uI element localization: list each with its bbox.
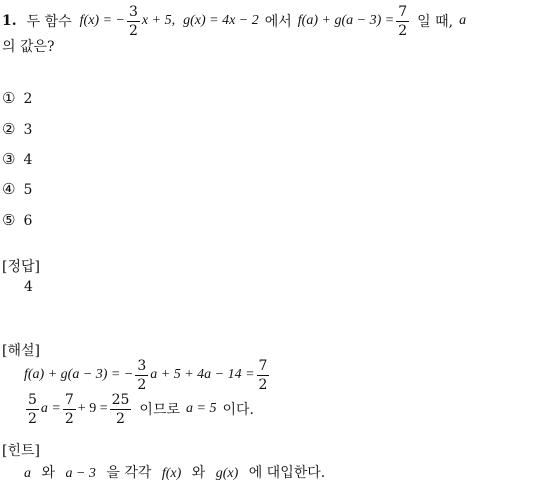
fraction-denominator: 2 [258, 376, 268, 393]
solution-line2-plus: + 9 = [77, 401, 108, 416]
fraction-denominator: 2 [28, 410, 37, 427]
fraction-denominator: 2 [64, 410, 74, 427]
solution-line2-end: 이다. [222, 402, 254, 418]
question-line-1 [2, 3, 467, 39]
solution-line1-mid: a + 5 + 4a − 14 = [150, 367, 255, 382]
question-variable: a [459, 13, 467, 28]
solution-label: [해설] [2, 343, 40, 359]
choice-value: 2 [23, 91, 33, 107]
question-line-2: 의 값은? [2, 39, 55, 55]
answer-value: 4 [24, 279, 33, 295]
solution-line2-result: a = 5 [186, 401, 217, 416]
hint-a-minus-3: a − 3 [65, 466, 96, 481]
hint-gx: g(x) [215, 466, 239, 481]
g-definition: g(x) = 4x − 2 [183, 13, 259, 28]
solution-line-1 [24, 357, 271, 393]
question-suffix: 일 때, [417, 14, 454, 30]
solution-line2-text: 이므로 [139, 402, 180, 418]
hint-fx: f(x) [161, 466, 182, 481]
condition-fraction [396, 5, 409, 38]
choice-value: 4 [23, 152, 33, 168]
choice-3[interactable] [2, 150, 32, 168]
choice-marker: ④ [2, 180, 16, 198]
solution-line-2 [24, 391, 254, 427]
choice-value: 5 [23, 182, 33, 198]
f-definition-lhs: f(x) = − [79, 13, 125, 28]
choice-5[interactable] [2, 211, 32, 229]
fraction-denominator: 2 [398, 22, 408, 39]
choice-1[interactable] [2, 89, 32, 107]
question-mid-text: 에서 [264, 14, 292, 30]
hint-label: [힌트] [2, 443, 40, 459]
f-coefficient-fraction [127, 5, 140, 38]
solution-line2-fraction [26, 393, 39, 426]
question-number: 1. [2, 13, 17, 29]
choice-marker: ③ [2, 150, 16, 168]
hint-word-2: 을 각각 [106, 465, 152, 481]
hint-line [24, 462, 325, 482]
choice-marker: ① [2, 89, 16, 107]
fraction-numerator: 7 [398, 3, 408, 20]
fraction-denominator: 2 [128, 22, 138, 39]
choice-value: 3 [23, 122, 33, 138]
solution-line2-fraction-2 [63, 393, 76, 426]
answer-label: [정답] [2, 259, 40, 275]
hint-word-1: 와 [41, 465, 55, 481]
fraction-numerator: 25 [111, 391, 130, 408]
fraction-denominator: 2 [137, 376, 147, 393]
choice-marker: ⑤ [2, 211, 16, 229]
hint-a: a [24, 466, 31, 481]
fraction-numerator: 3 [137, 357, 147, 374]
solution-line2-fraction-3 [110, 393, 132, 426]
hint-word-3: 와 [191, 465, 206, 481]
choice-marker: ② [2, 120, 16, 138]
fraction-numerator: 3 [128, 3, 138, 20]
fraction-numerator: 7 [258, 357, 268, 374]
choice-4[interactable] [2, 180, 32, 198]
condition-lhs: f(a) + g(a − 3) = [297, 13, 395, 28]
solution-line2-a: a = [40, 401, 61, 416]
choice-2[interactable] [2, 120, 32, 138]
solution-line1-fraction-2 [257, 359, 270, 392]
question-prefix: 두 함수 [26, 14, 72, 30]
f-definition-rhs: x + 5, [141, 13, 176, 28]
choice-value: 6 [23, 213, 33, 229]
fraction-numerator: 5 [28, 391, 37, 408]
hint-word-4: 에 대입한다. [248, 465, 326, 481]
solution-line1-lhs: f(a) + g(a − 3) = − [24, 367, 134, 382]
fraction-denominator: 2 [116, 410, 125, 427]
solution-line1-fraction [135, 359, 148, 392]
fraction-numerator: 7 [64, 391, 74, 408]
